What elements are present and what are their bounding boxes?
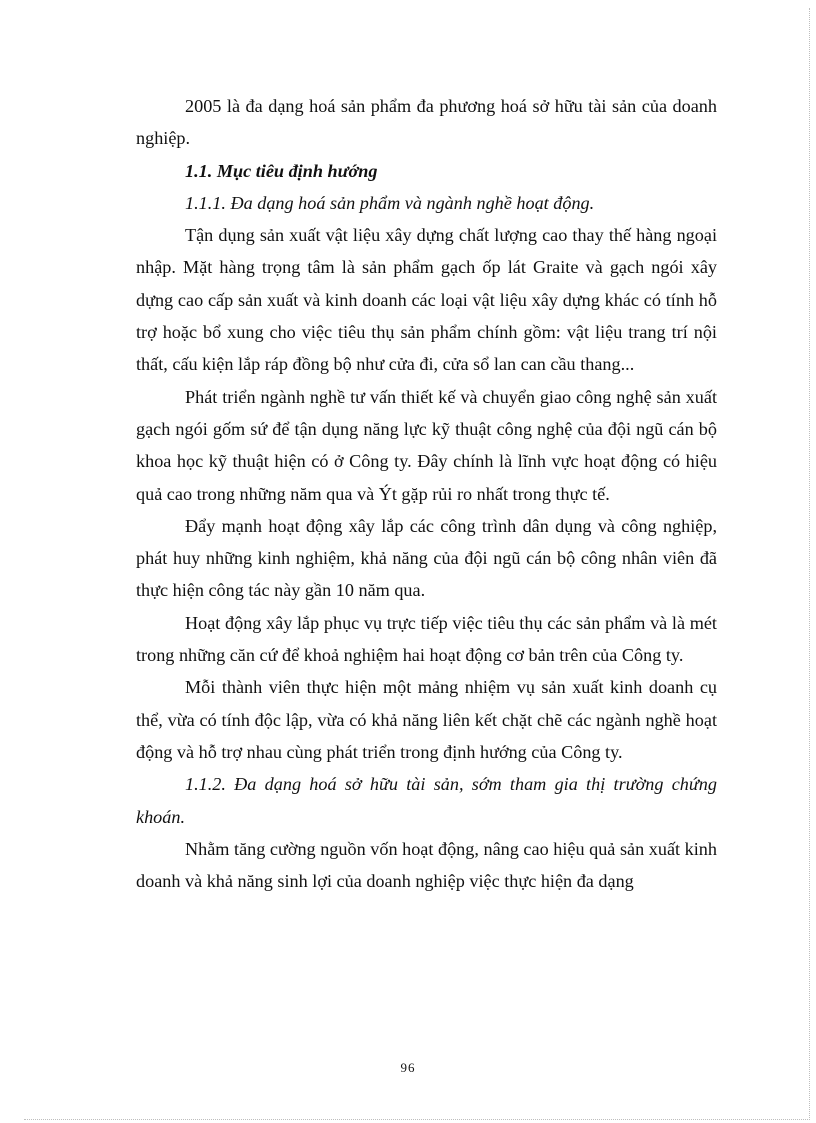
paragraph: Nhằm tăng cường nguồn vốn hoạt động, nâng cao hiệu quả sản xuất kinh doanh và khả năng sinh lợi của doanh nghiệp việc thực hiện đa dạng <box>136 838 717 892</box>
paragraph: Tận dụng sản xuất vật liệu xây dựng chất lượng cao thay thế hàng ngoại nhập. Mặt hàng trọng tâm là sản phẩm gạch ốp lát Graite và gạch ngói xây dựng cao cấp sản xuất và kinh doanh các loại vật liệu xây dựng khác có tính hỗ trợ hoặc bổ xung cho việc tiêu thụ sản phẩm chính gồm: vật liệu trang trí nội thất, cấu kiện lắp ráp đồng bộ như cửa đi, cửa sổ lan can cầu thang... <box>136 225 717 375</box>
subsection-heading: 1.1.2. Đa dạng hoá sở hữu tài sản, sớm tham gia thị trường chứng khoán. <box>136 774 717 827</box>
paragraph-intro: 2005 là đa dạng hoá sản phẩm đa phương hoá sở hữu tài sản của doanh nghiệp. <box>136 96 717 149</box>
paragraph: Mỗi thành viên thực hiện một mảng nhiệm vụ sản xuất kinh doanh cụ thể, vừa có tính độc lập, vừa có khả năng liên kết chặt chẽ các ngành nghề hoạt động và hỗ trợ nhau cùng phát triển trong định hướng của Công ty. <box>136 677 717 762</box>
section-heading: 1.1. Mục tiêu định hướng <box>185 160 378 181</box>
subsection-heading: 1.1.1. Đa dạng hoá sản phẩm và ngành nghề hoạt động. <box>185 192 595 213</box>
paragraph: Hoạt động xây lắp phục vụ trực tiếp việc tiêu thụ các sản phẩm và là mét trong những căn cứ để khoả nghiệm hai hoạt động cơ bản trên của Công ty. <box>136 612 717 666</box>
paragraph: Phát triển ngành nghề tư vấn thiết kế và chuyển giao công nghệ sản xuất gạch ngói gốm sứ để tận dụng năng lực kỹ thuật công nghệ của đội ngũ cán bộ khoa học kỹ thuật hiện có ở Công ty. Đây chính là lĩnh vực hoạt động có hiệu quả cao trong những năm qua và Ýt gặp rủi ro nhất trong thực tế. <box>136 386 717 504</box>
paragraph: Đẩy mạnh hoạt động xây lắp các công trình dân dụng và công nghiệp, phát huy những kinh nghiệm, khả năng của đội ngũ cán bộ công nhân viên đã thực hiện công tác này gần 10 năm qua. <box>136 515 717 601</box>
page-border-bottom <box>24 1119 810 1120</box>
document-body <box>136 90 717 897</box>
page-number: 96 <box>400 1060 416 1075</box>
page-border-right <box>809 8 810 1118</box>
